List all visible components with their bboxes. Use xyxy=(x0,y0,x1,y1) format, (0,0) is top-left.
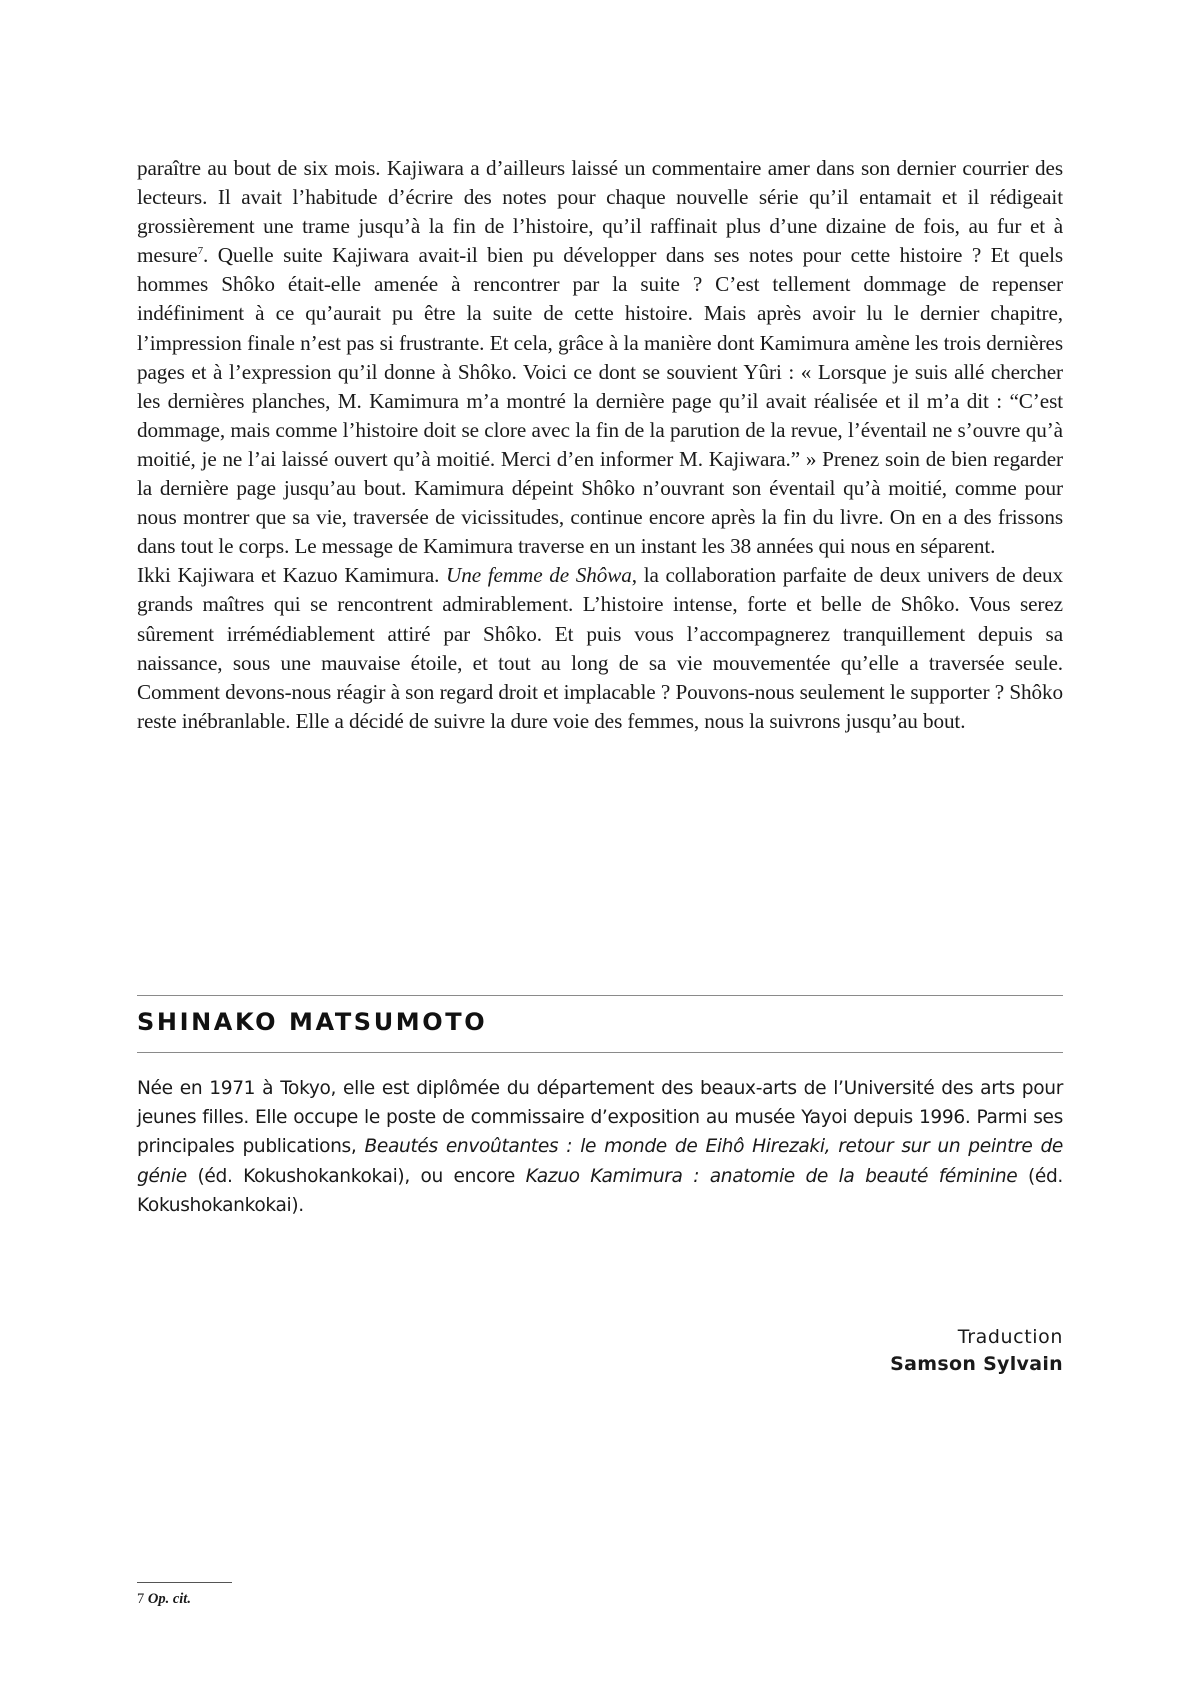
paragraph-text: , la collaboration parfaite de deux univers de deux grands maîtres qui se rencontrent admirablement. L’histoire intense, forte et belle de Shôko. Vous serez sûrement irrémédiablement attiré par Shôko. Et puis vous l’accompagnerez tranquillement depuis sa naissance, sous une mauvaise étoile, et tout au long de sa vie mouvementée qu’elle a traversée seule. Comment devons-nous réagir à son regard droit et implacable ? Pouvons-nous seulement le supporter ? Shôko reste inébranlable. Elle a décidé de suivre la dure voie des femmes, nous la suivrons jusqu’au bout. xyxy=(137,563,1063,733)
author-bio xyxy=(137,1074,1063,1220)
footnote-number: 7 xyxy=(137,1591,145,1607)
bio-text: (éd. Kokushokankokai), ou encore xyxy=(186,1165,526,1187)
publication-title: Beautés envoûtantes : le monde de Eihô Hirezaki, retour sur un peintre de génie xyxy=(137,1136,1063,1187)
footnote-text: Op. cit. xyxy=(147,1591,191,1607)
author-name-heading: SHINAKO MATSUMOTO xyxy=(137,1008,488,1036)
credit-role: Traduction xyxy=(957,1326,1063,1348)
translation-credit xyxy=(890,1324,1063,1378)
bio-text: Née en 1971 à Tokyo, elle est diplômée du département des beaux-arts de l’Université des arts pour jeunes filles. Elle occupe le poste de commissaire d’exposition au musée Yayoi depuis 1996. Parmi ses principales publications, xyxy=(137,1078,1063,1158)
heading-rule-top xyxy=(137,995,1063,996)
heading-rule-bottom xyxy=(137,1052,1063,1053)
main-text xyxy=(137,154,1063,736)
paragraph-text: paraître au bout de six mois. Kajiwara a d’ailleurs laissé un commentaire amer dans son dernier courrier des lecteurs. Il avait l’habitude d’écrire des notes pour chaque nouvelle série qu’il entamait et il rédigeait grossièrement une trame jusqu’à la fin de l’histoire, qu’il raffinait plus d’une dizaine de fois, au fur et à mesure xyxy=(137,156,1063,268)
translator-name: Samson Sylvain xyxy=(890,1353,1063,1375)
paragraph-text: . Quelle suite Kajiwara avait-il bien pu développer dans ses notes pour cette histoire ? Et quels hommes Shôko était-elle amenée à rencontrer par la suite ? C’est tellement dommage de repenser indéfiniment à ce qu’aurait pu être la suite de cette histoire. Mais après avoir lu le dernier chapitre, l’impression finale n’est pas si frustrante. Et cela, grâce à la manière dont Kamimura amène les trois dernières pages et à l’expression qu’il donne à Shôko. Voici ce dont se souvient Yûri : « Lorsque je suis allé chercher les dernières planches, M. Kamimura m’a montré la dernière page qu’il avait réalisée et il m’a dit : “C’est dommage, mais comme l’histoire doit se clore avec la fin de la parution de la revue, l’éventail ne s’ouvre qu’à moitié, je ne l’ai laissé ouvert qu’à moitié. Merci d’en informer M. Kajiwara.” » Prenez soin de bien regarder la dernière page jusqu’au bout. Kamimura dépeint Shôko n’ouvrant son éventail qu’à moitié, comme pour nous montrer que sa vie, traversée de vicissitudes, continue encore après la fin du livre. On en a des frissons dans tout le corps. Le message de Kamimura traverse en un instant les 38 années qui nous en séparent. xyxy=(137,243,1063,559)
paragraph xyxy=(137,154,1063,561)
book-title: Une femme de Shôwa xyxy=(446,563,632,588)
paragraph-text: Ikki Kajiwara et Kazuo Kamimura. xyxy=(137,563,447,588)
publication-title: Kazuo Kamimura : anatomie de la beauté féminine xyxy=(525,1165,1018,1187)
paragraph xyxy=(137,561,1063,736)
footnote xyxy=(137,1591,191,1608)
bio-text: (éd. Kokushokankokai). xyxy=(137,1165,1063,1216)
footnote-reference[interactable]: 7 xyxy=(197,245,203,258)
footnote-separator xyxy=(137,1582,232,1583)
